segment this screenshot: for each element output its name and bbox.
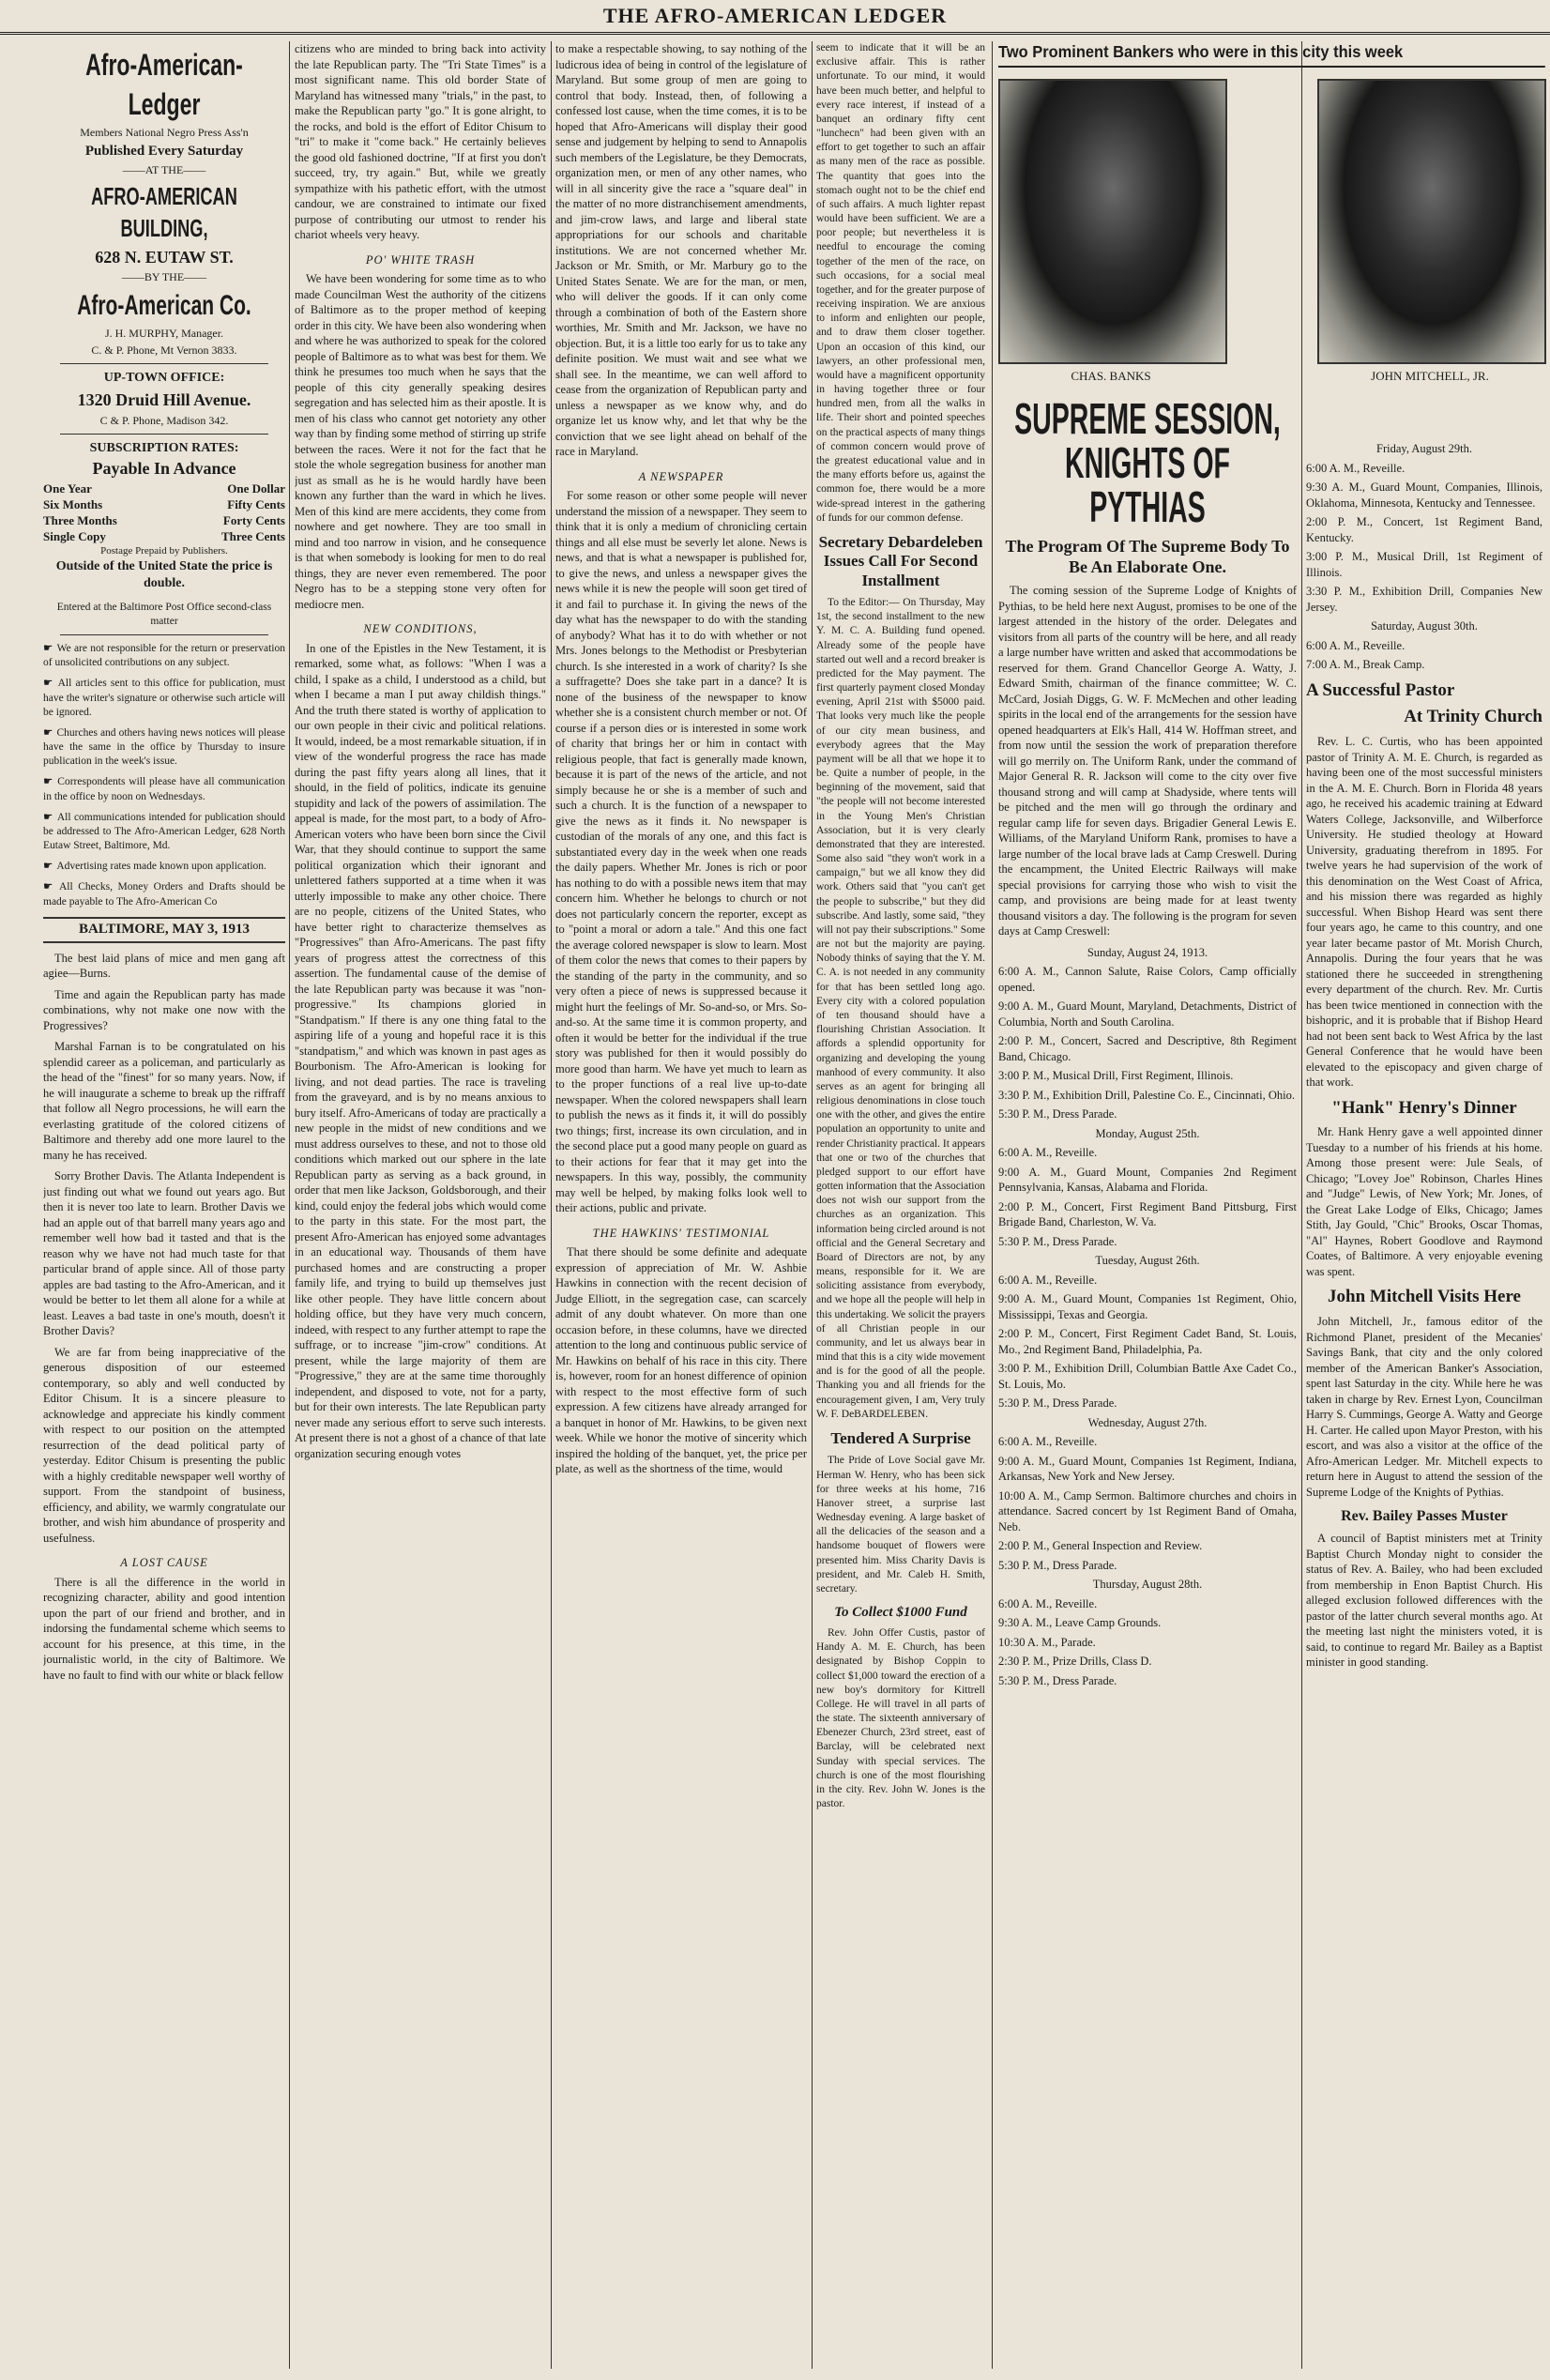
rate-row: Six Months Fifty Cents <box>43 496 285 511</box>
schedule-item: 2:00 P. M., General Inspection and Review. <box>998 1539 1203 1553</box>
column-4 <box>816 41 985 2369</box>
masthead-published: Published Every Saturday <box>84 144 244 160</box>
masthead-building: AFRO-AMERICAN BUILDING, <box>91 181 237 243</box>
masthead-phone: C. & P. Phone, Mt Vernon 3833. <box>91 343 237 357</box>
pointing-hand-icon: ☛ <box>43 725 57 739</box>
article-heading: Rev. Bailey Passes Muster <box>1341 1508 1508 1525</box>
notice: ☛ All Checks, Money Orders and Drafts should be made payable to The Afro-American Co <box>43 879 285 908</box>
schedule-item: 7:00 A. M., Break Camp. <box>1306 658 1425 671</box>
schedule-item: Tuesday, August 26th. <box>1095 1254 1200 1268</box>
masthead-at-the: ——AT THE—— <box>122 163 206 177</box>
schedule-item: 5:30 P. M., Dress Parade. <box>998 1558 1117 1572</box>
notice: ☛ Advertising rates made known upon application. <box>43 859 266 873</box>
schedule-item: 9:00 A. M., Guard Mount, Companies 2nd Regiment Pennsylvania, Kansas, Alabama and Florida. <box>998 1165 1297 1195</box>
article-body: Rev. John Offer Custis, pastor of Handy A. M. E. Church, has been designated by Bishop Coppin to collect $1,000 toward the erection of a new boy's dormitory for Kittrell College. He will travel in all parts of the state. The sixteenth anniversary of Ebenezer Church, 23rd street, east of Barclay, will be celebrated next Sunday with special services. The church is one of the most flourishing in the city. Rev. John W. Jones is the pastor. <box>816 1627 985 1810</box>
schedule-item: 9:00 A. M., Guard Mount, Companies 1st Regiment, Ohio, Mississippi, Texas and Georgia. <box>998 1292 1297 1321</box>
portrait-caption: JOHN MITCHELL, JR. <box>1371 369 1489 384</box>
article-heading: NEW CONDITIONS, <box>363 622 478 635</box>
portrait-left <box>998 79 1223 384</box>
masthead-street: 628 N. EUTAW ST. <box>95 247 234 267</box>
article-body: Mr. Hank Henry gave a well appointed dinner Tuesday to a number of his friends at his home. Among those present were: Jule Seals, of Chicago; "Lovey Joe" Robinson, Charles Hines and "Judge" Lewis, of New York; Mr. Jones, of the Great Lake Lodge of Elks, Chicago; James Stith, Jay Gould, "Chic" Brooks, Oscar Thomas, "Al" Haynes, Robert Goodlove and Raymond Coates, of Baltimore. A very enjoyable evening was spent. <box>1306 1125 1542 1278</box>
rate-row: Three Months Forty Cents <box>43 512 285 527</box>
masthead-members: Members National Negro Press Ass'n <box>80 126 249 140</box>
subscription-payable: Payable In Advance <box>92 458 236 478</box>
divider <box>60 363 268 364</box>
editorial-para: We are far from being inappreciative of the generous disposition of our esteemed contemporary, so ably and well conducted by Editor Chisum. It is a sincere pleasure to acknowledge and appreciate his kindly comment with respect to our position on the attempted resurrection of the dead political party of yesterday. Editor Chisum is presenting the public with a highly creditable newspaper well worthy of support. From the standpoint of business, efficiency, and ability, we warmly congratulate our brother, and wish him abundance of prosperity and usefulness. <box>43 1345 285 1545</box>
masthead-manager: J. H. MURPHY, Manager. <box>104 326 224 340</box>
outside-note: Outside of the United State the price is double. <box>55 558 273 591</box>
article-heading: "Hank" Henry's Dinner <box>1331 1097 1517 1118</box>
postage-note: Postage Prepaid by Publishers. <box>100 545 228 557</box>
schedule-item: 6:00 A. M., Reveille. <box>1306 638 1406 652</box>
masthead-by-the: ——BY THE—— <box>121 270 207 284</box>
bankers-heading: Two Prominent Bankers who were in this city this week <box>998 41 1545 68</box>
notice: ☛ All articles sent to this office for publication, must have the writer's signature or otherwise such article will be ignored. <box>43 676 285 718</box>
article-body: citizens who are minded to bring back into activity the late Republican party. The "Tri State Times" is a most significant name. This old border State of Maryland has witnessed many "trials," in the past, to make the Republican party "go." It is gone alright, to the rocks, and bold is the effort of Editor Chisum to "tri" to make it "come back." He certainly believes the good old fashioned doctrine, "If at first you don't succeed, try, try again." But, while we greatly sympathize with his pathetic effort, with the utmost candour, we are constrained to intimate our fixed purpose of contributing our utmost to render his chariot wheels very heavy. <box>295 42 546 241</box>
article-heading: Secretary Debardeleben Issues Call For Second Installment <box>818 532 983 589</box>
article-body: Rev. L. C. Curtis, who has been appointed pastor of Trinity A. M. E. Church, is regarded as having been one of the most successful ministers in the A. M. E. Church. Born in Florida 48 years ago, he received his academic training at Edward Waters College, Jacksonville, and Wilberforce University. He studied theology at Howard University, graduating therefrom in 1895. For twelve years he had supervision of the work of this denomination on the West Coast of Africa, and his mission there was regarded as highly successful. When Bishop Heard was sent there four years ago, he came to this country, and one year later became pastor of Mt. Morish Church, Annapolis. During the four years that he was stationed there he succeeded in strengthening every department of the church. Rev. Mr. Curtis has been twice mentioned in connection with the bishopric, and it is probable that if Bishop Heard had not been sent back to West Africa by the last General Conference that he would have been elevated to the episcopacy and given charge of that work. <box>1306 735 1542 1090</box>
uptown-address: 1320 Druid Hill Avenue. <box>77 389 251 409</box>
pointing-hand-icon: ☛ <box>43 809 57 823</box>
article-body: to make a respectable showing, to say nothing of the ludicrous idea of being in control of the legislature of Maryland. But some group of men are going to control that body. Instead, then, of following a confessed lost cause, when the time comes, it is to be hoped that Afro-Americans will display their good sense and judgement by helping to send to Annapolis such members of the Legislature, be they Democrats, organization men, or men of any other names, who will in all sincerity give the race a "square deal" in the matter of no more distranchisement amendments, and jim-crow laws, and large and liberal state appropriations for our schools and charitable institutions. We are not concerned whether Mr. Jackson or Mr. Smith, or Mr. Marbury go to the United States Senate. We are for the man, or men, who will deliver the goods. If it can only come through a combination of both of the Eastern shore worthies, Mr. Smith and Mr. Jackson, we have no objection. But, it is a little too early for us to take any definite position. We must wait and see what we shall see. In the meantime, we can well afford to cease from the organization of Republican party and unless a newspaper as we know why, and do organize let us know why, and let that why be the conviction that we see light ahead on behalf of the race in Maryland. <box>555 42 807 458</box>
pointing-hand-icon: ☛ <box>43 859 57 873</box>
article-body: John Mitchell, Jr., famous editor of the Richmond Planet, president of the Mecanies' Savings Bank, that city and the only colored member of the American Banker's Association, spent last Saturday in the city. While here he was taken in charge by Rev. Ernest Lyon, Councilman Harry S. Cummings, George A. Watty and George H. Carter. He called upon Mayor Preston, with his escort, and was also a visitor at the office of the Afro-American Ledger. Mr. Mitchell expects to return here in August to attend the session of the Supreme Lodge of the Knights of Pythias. <box>1306 1315 1542 1499</box>
divider <box>60 434 268 435</box>
schedule-item: 9:30 A. M., Leave Camp Grounds. <box>998 1616 1162 1630</box>
schedule-item: 6:00 A. M., Reveille. <box>998 1435 1098 1449</box>
schedule-item: 2:00 P. M., Concert, First Regiment Band Pittsburg, First Brigade Band, Charleston, W. Va. <box>998 1199 1297 1229</box>
article-heading: A Successful Pastor <box>1306 679 1455 700</box>
schedule-item: 6:00 A. M., Reveille. <box>1306 461 1406 475</box>
editorial-para: Time and again the Republican party has made combinations, why not make one now with the Progressives? <box>43 987 285 1032</box>
article-heading: A NEWSPAPER <box>638 469 724 483</box>
column-3 <box>555 41 807 2369</box>
notice: ☛ Correspondents will please have all communication in the office by noon on Wednesdays. <box>43 774 285 802</box>
column-2 <box>295 41 546 2369</box>
pointing-hand-icon: ☛ <box>43 774 58 788</box>
schedule-item: 3:00 P. M., Musical Drill, 1st Regiment of Illinois. <box>1306 550 1542 579</box>
editorial-para: The best laid plans of mice and men gang aft agiee—Burns. <box>43 951 285 981</box>
schedule-item: Monday, August 25th. <box>1095 1126 1200 1140</box>
article-heading: THE HAWKINS' TESTIMONIAL <box>592 1226 770 1240</box>
schedule-item: 6:00 A. M., Reveille. <box>998 1146 1098 1160</box>
schedule-item: 9:00 A. M., Guard Mount, Maryland, Detachments, District of Columbia, North and South Carolina. <box>998 999 1297 1029</box>
portrait-caption: CHAS. BANKS <box>1071 369 1151 384</box>
column-rule <box>1301 41 1302 2369</box>
article-body: For some reason or other some people will never understand the mission of a newspaper. They seem to think that it is only a medium of chronicling certain things and all else must be severly let alone. News is news, and that is what a newspaper is published for, to give the news, and unless a newspaper gives the news while it is new the people will soon get tired of it and fail to purchase it. In giving the news of the day what has the newspaper to do with the standing of anybody? What has it to do with whether or not Mrs. Jones belongs to the Methodist or Presbyterian church. Is she interested in a work of charity? Is she a suffragette? Does she take part in a dance? It is none of the business of the newspaper to know whether she is a consistent church member or not. Of course if a person dies or is interested in some work of charity that brings her or him in contact with religious people, that fact is generally made known, because it is part of the news of the article, and not simply because he or she is a member of such and such a church. It is the function of a newspaper to give the news as it finds it. No newspaper is custodian of the morals of any one, and this fact is substantiated every day in the week when one reads the daily papers. Whether Mr. Jones is rich or poor has nothing to do with a possible news item that may concern him. Whether he belongs to church or not does not particularly concern the reporter, except as to "point a moral or adorn a tale." And this one fact the average colored newspaper is slow to learn. Most of them color the news that comes to their papers by the standing of the party in the community, and so very often a piece of news is suppressed because it might hurt the feelings of Mr. So-and-so, or Mrs. So-and-so. At the same time it is common property, and often it would be better for the individual if the true story was published for then it would possibly do more good than harm. We have yet much to learn as to the proper functions of a real live up-to-date newspaper. When the colored newspapers shall learn to publish the news as it finds it, it will do possibly two things; first, increase its own circulation, and in the second place put a good many people on guard as to their actions for fear that it may get into the newspapers. In this way, possibly, the community may well be helped, by making folks look well to their actions, public and private. <box>555 489 807 1214</box>
column-rule <box>289 41 290 2369</box>
article-subheading: At Trinity Church <box>1404 707 1542 727</box>
uptown-heading: UP-TOWN OFFICE: <box>103 371 225 386</box>
subscription-heading: SUBSCRIPTION RATES: <box>89 441 239 456</box>
divider <box>60 634 268 635</box>
notice: ☛ All communications intended for publication should be addressed to The Afro-American Ledger, 628 North Eutaw Street, Baltimore, Md. <box>43 809 285 852</box>
portrait-right <box>1317 79 1542 384</box>
schedule-item: 5:30 P. M., Dress Parade. <box>998 1396 1117 1411</box>
running-head: THE AFRO-AMERICAN LEDGER <box>0 4 1550 35</box>
article-heading: The Program Of The Supreme Body To Be An Elaborate One. <box>1005 536 1290 576</box>
schedule-item: 2:00 P. M., Concert, 1st Regiment Band, Kentucky. <box>1306 515 1542 544</box>
article-body: seem to indicate that it will be an exclusive affair. This is rather unfortunate. To our mind, it would have been much better, and helpful to every race interest, if instead of a banquet an ordinary fifty cent "lunchecn" had been given with an effort to get together to such an affair as many men of the race as possible. The quantity that goes into the stomach ought not to be the chief end of such affairs. A much lighter repast would have been sufficient. We are a poor people; but nevertheless it is needful to encourage the coming together of the men of the race, on such occasions, for a social meal together, and for the greater purpose of receiving inspiration. We are anxious to inform and enlighten our people, and to draw them closer together. Upon an occasion of this kind, our lawyers, an other professional men, would have a magnificent opportunity in having together three or four hundred men, from all the walks in life. Their short and pointed speeches on the practical aspects of many things of common concern would prove of the greatest educational value and in the many efforts before us, against the common foe, there would be a more wide-spread interest in the gathering of funds for our common defense. <box>816 42 985 524</box>
schedule-item: 3:00 P. M., Exhibition Drill, Columbian Battle Axe Cadet Co., St. Louis, Mo. <box>998 1362 1297 1391</box>
article-heading: John Mitchell Visits Here <box>1328 1287 1521 1307</box>
editorial-para: Marshal Farnan is to be congratulated on his splendid career as a policeman, and particularly as the head of the "finest" for so many years. Now, if he will inaugurate a scheme to break up the riffraff that follow all Negro processions, he will earn the everlasting gratitude of the colored citizens of Baltimore and thereby add one more laurel to the many he has received. <box>43 1040 285 1162</box>
article-heading: To Collect $1000 Fund <box>834 1605 967 1621</box>
article-body: The Pride of Love Social gave Mr. Herman W. Henry, who has been sick for three weeks at his home, 716 Hanover street, a surprise last Wednesday evening. A large basket of all the delicacies of the season and a handsome bouquet of flowers were presented him. Miss Charity Davis is president, and Mr. Caleb H. Smith, secretary. <box>816 1455 985 1594</box>
schedule-item: Saturday, August 30th. <box>1371 619 1478 633</box>
article-heading: A LOST CAUSE <box>120 1556 208 1570</box>
article-heading: PO' WHITE TRASH <box>365 252 476 267</box>
schedule-item: 6:00 A. M., Reveille. <box>998 1273 1098 1287</box>
article-body: There is all the difference in the world in recognizing character, ability and good intention upon the part of our friend and brother, and in indorsing the fundamental scheme which seems to account for his presence, at this time, in the journalistic world, in the city of Baltimore. We have no fault to find with our white or black fellow <box>43 1575 285 1682</box>
masthead-company: Afro-American Co. <box>77 290 251 322</box>
camp-schedule <box>998 945 1297 1689</box>
editorial-para: Sorry Brother Davis. The Atlanta Independent is just finding out what we found out years ago. But then it is never too late to learn. Brother Davis we had an apple out of that barrell many years ago and remember well how bad it tasted and that is the reason why we have not had much taste for that particular brand of apple since. All of those party apples are bad tasting to the Afro-American, and it would be better to let them all alone for a while at least. Leaves a bad taste in one's mouth, doesn't it Brother Davis? <box>43 1169 285 1338</box>
schedule-item: 9:30 A. M., Guard Mount, Companies, Illinois, Oklahoma, Minnesota, Kentucky and Tennessee. <box>1306 481 1542 510</box>
pointing-hand-icon: ☛ <box>43 641 57 655</box>
schedule-item: 6:00 A. M., Reveille. <box>998 1596 1098 1610</box>
article-body: We have been wondering for some time as to who made Councilman West the authority of the citizens of Baltimore as to the proper method of keeping order in this city. We have been also wondering when and where he was authorized to speak for the colored people of Baltimore as to what was best for them. We think he presumes too much when he says that the people of this city generally speaking desires segregation and has selected him as their apostle. It is men of his class who cannot get notoriety any other way than by finding some method of stirring up strife between the races. Were it not for the fact that he stole the whole segregation business for another man just as small as he is he would hardly have been known any further than the ward in which he lives. Men of this kind are mere accidents, they come from nowhere and get nowhere. They are too small in mind and too narrow in vision, and he consequence is that when somebody is looking for men to do real things, they are never even remembered. The poor Negro has to be a stepping stone very often for mediocre men. <box>295 272 546 611</box>
schedule-item: Sunday, August 24, 1913. <box>1087 945 1208 959</box>
portrait-photo <box>1317 79 1546 364</box>
portraits <box>998 79 1542 384</box>
schedule-item: Thursday, August 28th. <box>1092 1578 1203 1592</box>
notice: ☛ We are not responsible for the return or preservation of unsolicited contributions on any subject. <box>43 641 285 669</box>
schedule-item: 2:00 P. M., Concert, First Regiment Cadet Band, St. Louis, Mo., 2nd Regiment Band, Philadelphia, Pa. <box>998 1327 1297 1356</box>
article-heading: Tendered A Surprise <box>830 1428 971 1447</box>
schedule-item: 10:30 A. M., Parade. <box>998 1635 1096 1649</box>
column-1 <box>43 41 285 2369</box>
column-rule <box>551 41 552 2369</box>
schedule-item: Friday, August 29th. <box>1376 442 1472 455</box>
schedule-item: Wednesday, August 27th. <box>1087 1415 1208 1429</box>
schedule-item: 5:30 P. M., Dress Parade. <box>998 1234 1117 1248</box>
schedule-item: 5:30 P. M., Dress Parade. <box>998 1107 1117 1121</box>
portrait-photo <box>998 79 1227 364</box>
article-body: In one of the Epistles in the New Testament, it is remarked, some what, as follows: "When I was a child, I spake as a child, I understood as a child, but when I became a man I put away childish things." And the truth there stated is worthy of application to our own people in their civic and political relations. It would, indeed, be a most remarkable situation, if in view of the wonderful progress the race has made during the past fifty years along all lines, that it should, in the field of politics, indicate its genuine stupidity and lack of the powers of assimilation. The appeal is made, for the most part, to a body of Afro-American voters who have been born since the Civil War, that they should continue to support the same political organization which their ignorant and unlettered fathers supported at a time when it was utterly impossible to make any other choice. There are no people, citizens of the United States, who have better right to characterize themselves as "Progressives" than Afro-Americans. The past fifty years of progress attest the correctness of this assertion. The fundamental cause of the demise of the late Republican party was because it was "non-progressive." Its champions gloried in "Standpatism." If there is any one thing fatal to the aspiring life of a young and hopeful race it is this "standpatism," and which was known in past ages as Bourbonism. The Afro-American is looking for living, and not dead parties. The race is traveling from the graveyard, and is by no means anxious to bury itself. Afro-Americans of today are practically a new people in the midst of new conditions and we must address ourselves to these, and not to those old conditions which marked out our sphere in the late Republican party as serving as a back ground, in order that men like Jackson, Goldsborough, and their kind, could enjoy the federal jobs which would come to the party in this state. For the most part, the present Afro-American has enjoyed some advantages in an educational way. Thousands of them have purchased homes and are constructing a proper family life, and trying to build up themselves just like other people. They have little concern about holding office, but they have very much concern, indeed, with respect to any further attempt to rape the suffrage, or to increase "jim-crow" conditions. At present, while the large majority of them are "Progressive," they are at the same time thoroughly independent, and disposed to vote, not for a party, but for their own interests. The late Republican party never made any serious effort to serve such interests. At present there is not a ghost of a chance of that late organization securing enough votes <box>295 641 546 1460</box>
column-rule <box>812 41 813 2369</box>
uptown-phone: C & P. Phone, Madison 342. <box>99 413 229 427</box>
article-body: That there should be some definite and adequate expression of appreciation of Mr. W. Ashbie Hawkins in connection with the recent decision of Judge Elliott, in the segregation case, can scarcely admit of any doubt whatever. On more than one occasion before, in these columns, have we directed attention to the long and continuous public service of Mr. Hawkins on behalf of his race in this city. There is, however, room for an honest difference of opinion with respect to the most effective form of such expression. A few citizens have already arranged for a banquet in honor of Mr. Hawkins, to be given next week. While we honor the motive of sincerity which inspired the holding of the banquet, yet, the price per plate, as well as the shortness of the time, would <box>555 1245 807 1475</box>
masthead-title: Afro-American-Ledger <box>85 48 243 122</box>
schedule-item: 6:00 A. M., Cannon Salute, Raise Colors, Camp officially opened. <box>998 965 1297 994</box>
pointing-hand-icon: ☛ <box>43 676 58 690</box>
article-body: The coming session of the Supreme Lodge of Knights of Pythias, to be held here next August, promises to be one of the largest attended in the history of the order. Delegates and visitors from all parts of the country will be here, and all ready a large number have written and asked that accommodations be reserved for them. Grand Chancellor George A. Watty, J. Edward Smith, chairman of the finance committee; W. C. McCard, Josiah Diggs, G. W. F. McMechen and other leading spirits in the local end of the arrangements for the session have opened headquarters at Elk's Hall, 414 W. Hoffman street, and from now until the session the work of preparation therefore will go merrily on. The Uniform Rank, under the command of Major General R. R. Jackson will come to the city over five thousand strong and will camp at Shadyside, where tents will be pitched and the men will go through the ordinary and regular camp life for seven days. Brigadier General Lewis E. Williams, of the Maryland Uniform Rank, promises to have a large number of the local brave lads at Camp Creswell. During the encampment, the United Electric Railways will make special provisions for carrying those who wish to visit the camp, and provisions are being made for at least twenty thousand visitors a day. The following is the program for seven days at Camp Creswell: <box>998 584 1297 938</box>
column-6 <box>1306 441 1542 2369</box>
masthead <box>43 45 285 435</box>
schedule-item: 3:30 P. M., Exhibition Drill, Palestine Co. E., Cincinnati, Ohio. <box>998 1088 1295 1102</box>
schedule-item: 10:00 A. M., Camp Sermon. Baltimore churches and choirs in attendance. Sacred concert by 1st Regiment Band of Omaha, Neb. <box>998 1488 1297 1533</box>
camp-schedule-continued <box>1306 441 1542 673</box>
article-body: A council of Baptist ministers met at Trinity Baptist Church Monday night to consider the status of Rev. A. Bailey, who had been excluded from membership in Enon Baptist Church. His alleged exclusion followed differences with the pastor of the latter church several months ago. At the meeting last night the ministers voted, it is said, to continue to regard Mr. Bailey as a Baptist minister in good standing. <box>1306 1532 1542 1670</box>
notice: ☛ Churches and others having news notices will please have the same in the office by Thursday to insure publication in the week's issue. <box>43 725 285 768</box>
dateline: BALTIMORE, MAY 3, 1913 <box>43 917 285 943</box>
rate-row: One Year One Dollar <box>43 481 285 496</box>
article-body: To the Editor:— On Thursday, May 1st, the second installment to the new Y. M. C. A. Building fund opened. Already some of the people have started out well and a record breaker is predicted for the May payment. The first quarterly payment closed Monday evening, April 21st with $5000 paid. That looks very much like the people of our city mean business, and everybody agrees that the May payment will be all that we hope it to be. Quite a number of people, in the beginning of the movement, said that "the people will not become interested in the Young Men's Christian Association, but it is very clearly demonstrated that they are interested. Some also said "they won't work in a campaign," but we all know they did work. Others said that "you can't get the people to subscribe," but they did subscribe. And lastly, some said, "they will not pay their subscriptions." Some are not but the majority are paying. Nobody thinks of saying that the Y. M. C. A. is not needed in any community for that has been settled long ago. Every city with a colored population of ten thousand should have a flourishing Christian Association. It affords a splendid opportunity for organizing and developing the young manhood of every community. It also serves as an agent for bringing all religious denominations in close touch one with the other, and gives the entire population an opportunity to unite and render Christianity practical. It appears that one or two of the churches that pledged support to our effort have gotten information that the Association does not wish our support from the churches as an organization. This information being circled around is not official and the General Secretary and Board of Directors are not, by any means, responsible for it. We are soliciting assistance from everybody, and we hope all the people will help in this undertaking. We solicit the prayers of all Christian people in our community, and let us always bear in mind that this is a city wide movement and is for the good of all the people. Thanking you and all friends for the encouragement given, I am, Very truly W. F. DeBARDELEBEN. <box>816 597 985 1420</box>
schedule-item: 2:00 P. M., Concert, Sacred and Descriptive, 8th Regiment Band, Chicago. <box>998 1034 1297 1063</box>
entered-note: Entered at the Baltimore Post Office second-class matter <box>56 601 272 627</box>
schedule-item: 3:30 P. M., Exhibition Drill, Companies New Jersey. <box>1306 585 1542 614</box>
column-rule <box>992 41 993 2369</box>
supreme-session-headline: SUPREME SESSION, KNIGHTS OF PYTHIAS <box>1014 394 1281 532</box>
schedule-item: 5:30 P. M., Dress Parade. <box>998 1673 1117 1687</box>
schedule-item: 3:00 P. M., Musical Drill, First Regiment, Illinois. <box>998 1069 1234 1083</box>
rate-row: Single Copy Three Cents <box>43 529 285 544</box>
pointing-hand-icon: ☛ <box>43 879 59 893</box>
schedule-item: 9:00 A. M., Guard Mount, Companies 1st Regiment, Indiana, Arkansas, New York and New Jersey. <box>998 1454 1297 1484</box>
schedule-item: 2:30 P. M., Prize Drills, Class D. <box>998 1655 1152 1669</box>
subscription-box <box>43 440 285 635</box>
